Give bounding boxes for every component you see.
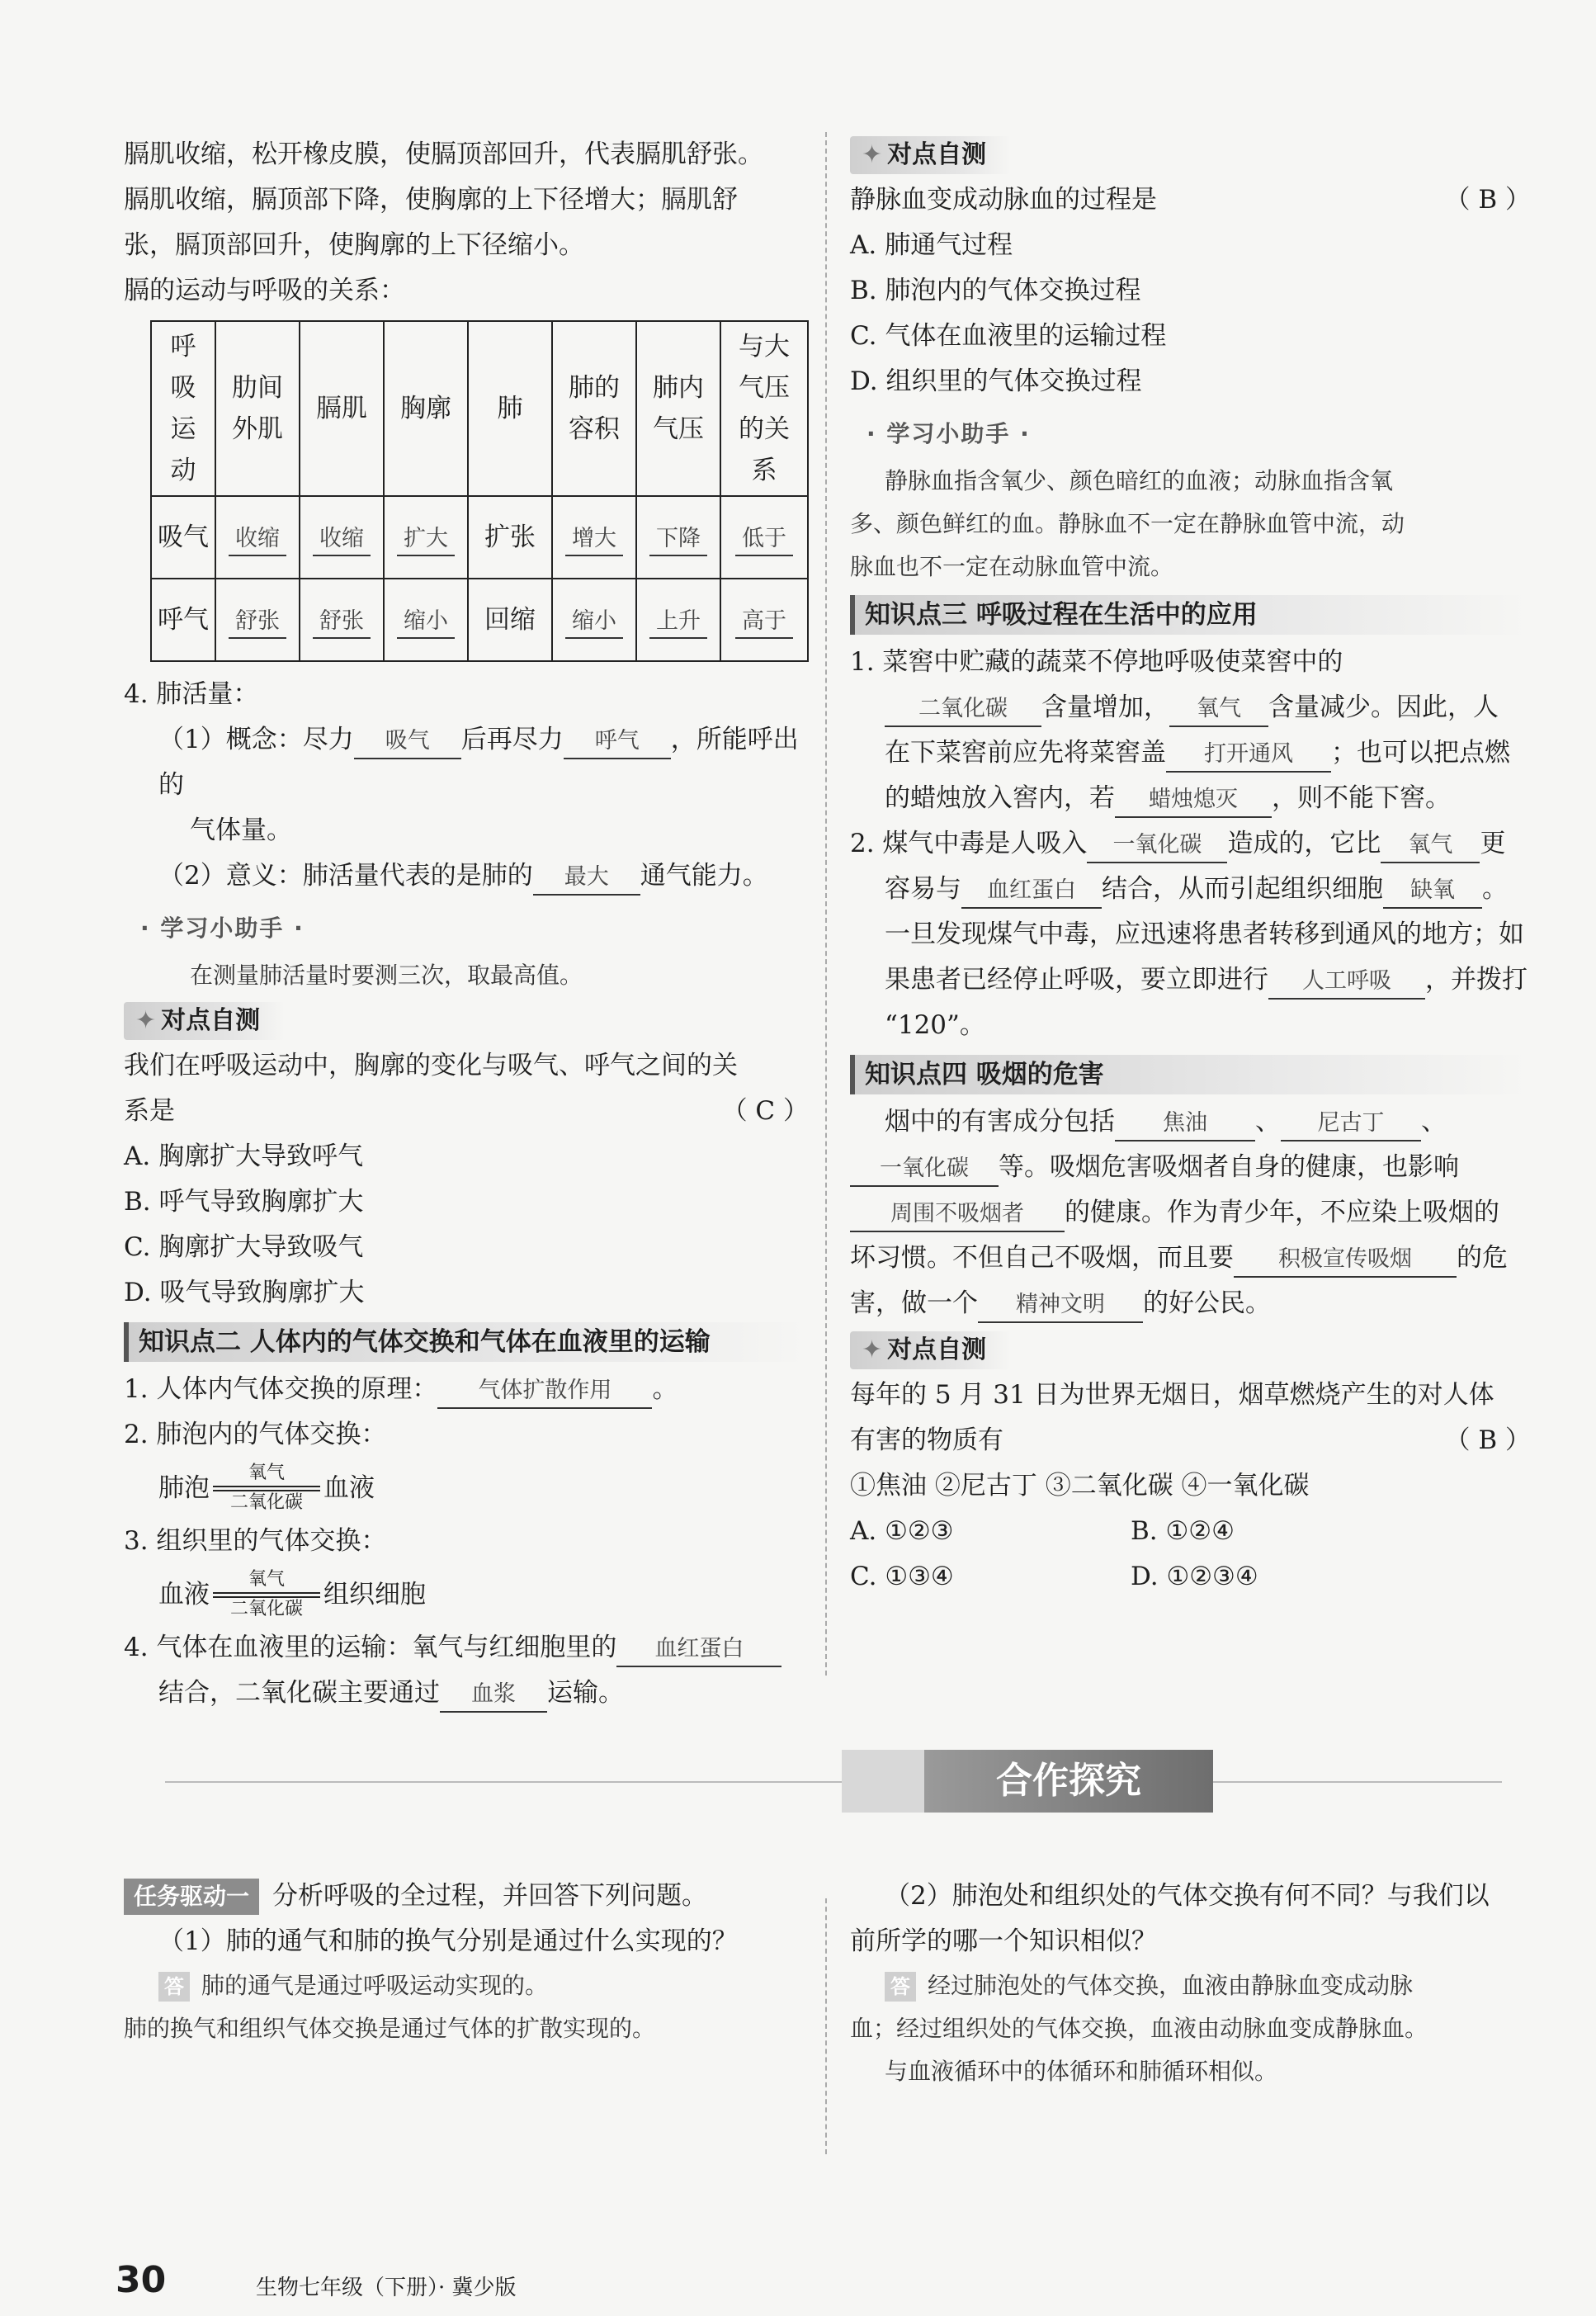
option: C. ①③④ [850,1562,954,1591]
table-cell: 收缩 [300,496,384,579]
answer-blank: 氧气 [1381,829,1480,863]
respiration-table [150,320,809,662]
kp3-text: 容易与 血红蛋白 结合，从而引起组织细胞 缺氧 。 [850,867,1531,912]
kp3-text: 1. 菜窖中贮藏的蔬菜不停地呼吸使菜窖中的 [850,647,1343,677]
task-intro: 任务驱动一 分析呼吸的全过程，并回答下列问题。 [124,1874,809,1919]
left-column [124,132,809,1716]
column-divider [825,132,827,1676]
tissue-exchange-equation: 血液 氧气 二氧化碳 组织细胞 [158,1569,426,1619]
table-header-cell: 肋间外肌 [215,321,300,496]
sparkle-icon: ✦ [862,1335,883,1364]
sparkle-icon: ✦ [135,1006,157,1035]
answer-blank: 人工呼吸 [1268,965,1425,1000]
table-cell: 回缩 [468,579,552,661]
table-cell: 收缩 [215,496,300,579]
study-helper-label: · 学习小助手 · [140,915,305,942]
table-cell: 低于 [720,496,808,579]
task-answer-2: 答 经过肺泡处的气体交换，血液由静脉血变成动脉 [850,1964,1535,2007]
option: A. 肺通气过程 [850,230,1013,260]
self-test-items: ①焦油 ②尼古丁 ③二氧化碳 ④一氧化碳 [850,1471,1310,1501]
kp4-text: 烟中的有害成分包括 焦油 、 尼古丁 、 [850,1099,1531,1145]
answer-badge: 答 [158,1972,190,2002]
intro-line: 张，膈顶部回升，使胸廓的上下径缩小。 [124,230,584,260]
kp2-item-2: 2. 肺泡内的气体交换： [124,1420,387,1449]
table-header-cell: 肺的容积 [552,321,636,496]
table-cell: 缩小 [384,579,468,661]
option: C. 气体在血液里的运输过程 [850,321,1167,351]
answer-blank: 血红蛋白 [961,874,1102,909]
answer-blank: 精神文明 [978,1288,1143,1323]
task-question-1: （1）肺的通气和肺的换气分别是通过什么实现的？ [158,1926,738,1956]
table-header-cell: 胸廓 [384,321,468,496]
kp3-text: “120”。 [885,1010,985,1040]
table-cell: 舒张 [215,579,300,661]
sparkle-icon: ✦ [862,140,883,169]
table-header-row [151,321,808,496]
study-helper-label: · 学习小助手 · [866,420,1031,447]
table-header-cell: 膈肌 [300,321,384,496]
alveoli-exchange-equation: 肺泡 氧气 二氧化碳 血液 [158,1463,375,1513]
answer-blank: 二氧化碳 [885,692,1041,727]
knowledge-point-3-heading: 知识点三 呼吸过程在生活中的应用 [850,595,1531,635]
page-number: 30 [116,2259,167,2301]
self-test-question: 系是 （ C ） [124,1089,809,1134]
task-badge: 任务驱动一 [124,1879,259,1915]
answer-blank: 一氧化碳 [1087,829,1227,863]
kp3-text: 2. 煤气中毒是人吸入 一氧化碳 造成的，它比 氧气 更 [850,821,1531,867]
option: A. 胸廓扩大导致呼气 [124,1141,364,1171]
kp4-text: 一氧化碳 等。吸烟危害吸烟者自身的健康，也影响 [850,1145,1531,1190]
vital-capacity-meaning: （2）意义：肺活量代表的是肺的 最大 通气能力。 [124,853,809,899]
option: B. ①②④ [1131,1516,1235,1546]
option: D. 吸气导致胸廓扩大 [124,1278,365,1307]
study-helper-text: 多、颜色鲜红的血。静脉血不一定在静脉血管中流，动 [850,510,1405,537]
kp3-text: 一旦发现煤气中毒，应迅速将患者转移到通风的地方；如 [885,919,1524,949]
vital-capacity-title: 4. 肺活量： [124,679,259,709]
answer-blank: 积极宣传吸烟 [1234,1243,1457,1278]
answer-blank: 焦油 [1115,1107,1255,1141]
table-header-cell: 与大气压的关系 [720,321,808,496]
banner-title: 合作探究 [924,1750,1213,1813]
banner-rule [165,1781,1502,1783]
banner-logo-icon [842,1750,924,1813]
option-row [850,1554,1531,1600]
exchange-arrow-icon: 氧气 二氧化碳 [213,1569,320,1620]
table-cell: 呼气 [151,579,215,661]
self-test-question: 我们在呼吸运动中，胸廓的变化与吸气、呼气之间的关 [124,1051,738,1080]
table-cell: 增大 [552,496,636,579]
option: B. 肺泡内的气体交换过程 [850,276,1141,305]
task-answer-2: 与血液循环中的体循环和肺循环相似。 [885,2058,1278,2085]
table-header-cell: 呼吸运动 [151,321,215,496]
kp3-text: 二氧化碳 含量增加， 氧气 含量减少。因此，人 [850,685,1531,730]
table-cell: 高于 [720,579,808,661]
study-helper-text: 在测量肺活量时要测三次，取最高值。 [190,962,583,989]
self-test-question: 每年的 5 月 31 日为世界无烟日，烟草燃烧产生的对人体 [850,1380,1494,1410]
column-divider [825,1898,827,2154]
kp3-text: 在下菜窖前应先将菜窖盖 打开通风 ；也可以把点燃 [850,730,1531,776]
kp4-text: 害，做一个 精神文明 的好公民。 [850,1281,1531,1326]
self-test-badge: ✦ 对点自测 [124,1002,285,1040]
table-cell: 扩大 [384,496,468,579]
table-header-cell: 肺内气压 [636,321,720,496]
answer-blank: 气体扩散作用 [437,1374,652,1409]
task-answer-1: 肺的换气和组织气体交换是通过气体的扩散实现的。 [124,2015,656,2042]
answer-blank: 周围不吸烟者 [850,1198,1065,1232]
self-test-question: 静脉血变成动脉血的过程是 （ B ） [850,177,1531,223]
answer-mark: （ C ） [721,1096,809,1126]
answer-blank: 缺氧 [1383,874,1482,909]
right-column [850,132,1531,1600]
knowledge-point-4-heading: 知识点四 吸烟的危害 [850,1055,1531,1094]
answer-blank: 血浆 [440,1678,547,1713]
option: A. ①②③ [850,1516,954,1546]
option-row [850,1509,1531,1554]
task-question-2: 前所学的哪一个知识相似？ [850,1926,1157,1956]
study-helper-text: 静脉血指含氧少、颜色暗红的血液；动脉血指含氧 [885,467,1394,494]
option: C. 胸廓扩大导致吸气 [124,1232,364,1262]
table-cell: 下降 [636,496,720,579]
self-test-question: 有害的物质有 （ B ） [850,1418,1531,1463]
study-helper-text: 脉血也不一定在动脉血管中流。 [850,553,1174,580]
kp4-text: 坏习惯。不但自己不吸烟，而且要 积极宣传吸烟 的危 [850,1236,1531,1281]
knowledge-point-2-heading: 知识点二 人体内的气体交换和气体在血液里的运输 [124,1322,809,1362]
option: D. ①②③④ [1131,1562,1258,1591]
answer-blank: 打开通风 [1166,738,1331,773]
kp4-text: 周围不吸烟者 的健康。作为青少年，不应染上吸烟的 [850,1190,1531,1236]
kp2-item-3: 3. 组织里的气体交换： [124,1526,387,1556]
answer-mark: （ B ） [1444,1425,1531,1455]
kp2-item-1: 1. 人体内气体交换的原理： 气体扩散作用 。 [124,1367,809,1412]
answer-blank: 一氧化碳 [850,1152,999,1187]
section-banner [165,1750,1502,1816]
answer-blank: 氧气 [1169,692,1268,727]
table-cell: 扩张 [468,496,552,579]
intro-line: 膈的运动与呼吸的关系： [124,276,405,305]
exchange-arrow-icon: 氧气 二氧化碳 [213,1463,320,1514]
vital-capacity-concept: （1）概念：尽力 吸气 后再尽力 呼气 ，所能呼出的 [158,725,799,800]
intro-line: 膈肌收缩，膈顶部下降，使胸廓的上下径增大；膈肌舒 [124,185,738,215]
self-test-badge: ✦ 对点自测 [850,1331,1011,1369]
task-answer-2: 血；经过组织处的气体交换，血液由动脉血变成静脉血。 [850,2015,1428,2042]
answer-blank: 血红蛋白 [616,1633,781,1667]
answer-blank: 蜡烛熄灭 [1115,783,1272,818]
table-header-cell: 肺 [468,321,552,496]
task-answer-1: 答 肺的通气是通过呼吸运动实现的。 [124,1964,809,2007]
answer-blank: 最大 [533,861,640,896]
task-question-2: （2）肺泡处和组织处的气体交换有何不同？与我们以 [885,1881,1490,1911]
table-cell: 舒张 [300,579,384,661]
answer-blank: 吸气 [354,725,461,759]
table-cell: 上升 [636,579,720,661]
kp2-item-4-cont: 结合，二氧化碳主要通过 血浆 运输。 [124,1671,809,1716]
table-cell: 缩小 [552,579,636,661]
answer-badge: 答 [885,1972,916,2002]
vital-capacity-concept-end: 气体量。 [190,815,292,845]
kp3-text: 的蜡烛放入窖内，若 蜡烛熄灭 ，则不能下窖。 [850,776,1531,821]
kp3-text: 果患者已经停止呼吸，要立即进行 人工呼吸 ，并拨打 [850,957,1531,1003]
self-test-badge: ✦ 对点自测 [850,136,1011,174]
kp2-item-4: 4. 气体在血液里的运输：氧气与红细胞里的 血红蛋白 [124,1625,809,1671]
book-title: 生物七年级（下册）· 冀少版 [256,2276,517,2300]
option: D. 组织里的气体交换过程 [850,366,1142,396]
task-left [124,1874,809,2050]
answer-blank: 呼气 [564,725,671,759]
table-row-exhale [151,579,808,661]
table-row-inhale [151,496,808,579]
task-right [850,1874,1535,2093]
answer-blank: 尼古丁 [1281,1107,1421,1141]
intro-line: 膈肌收缩，松开橡皮膜，使膈顶部回升，代表膈肌舒张。 [124,139,763,169]
answer-mark: （ B ） [1444,185,1531,215]
option: B. 呼气导致胸廓扩大 [124,1187,364,1217]
table-cell: 吸气 [151,496,215,579]
